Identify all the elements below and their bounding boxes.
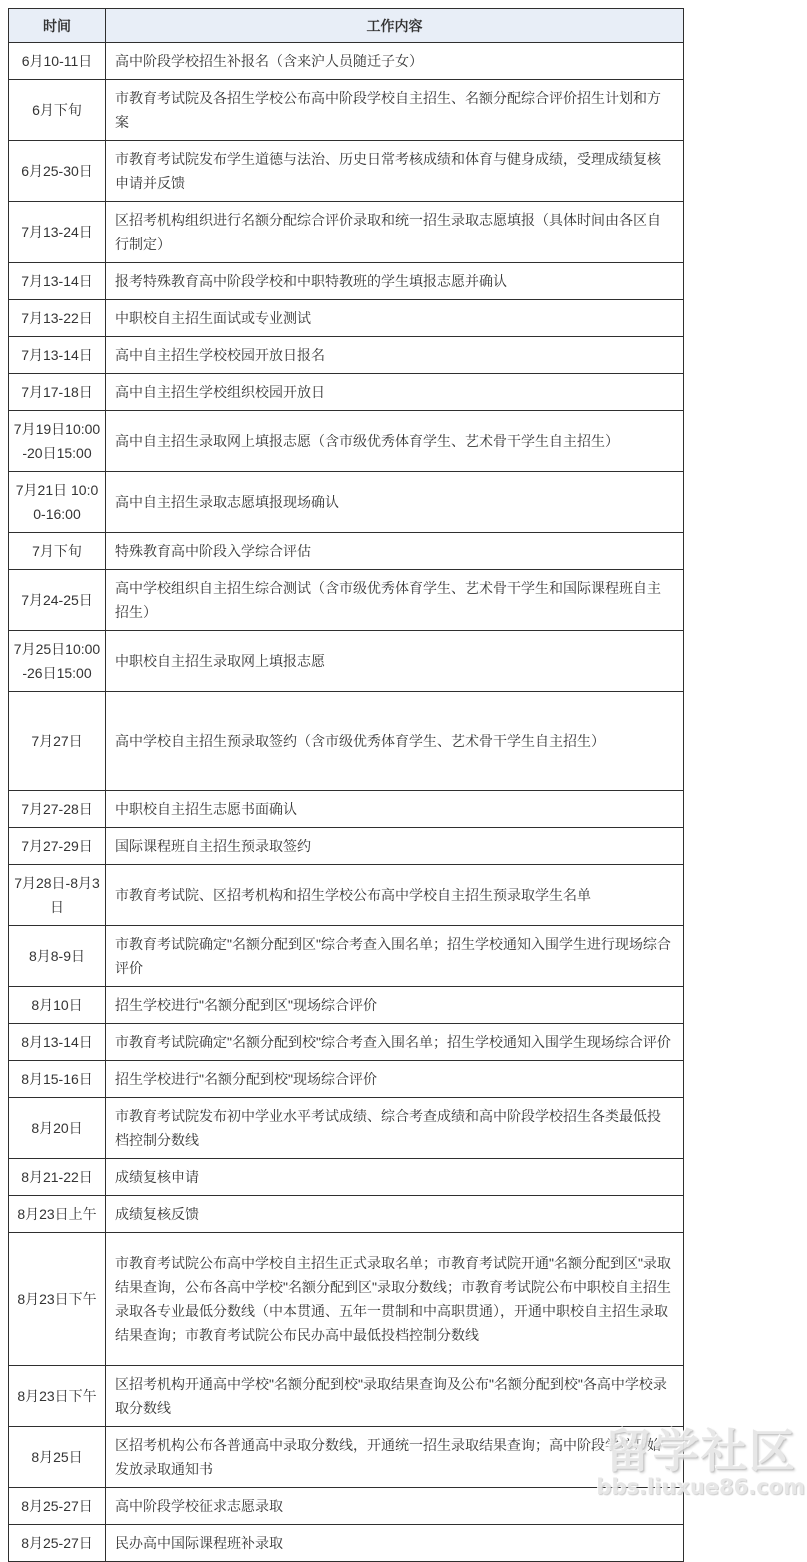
- table-row: [9, 1159, 684, 1196]
- table-row: [9, 1196, 684, 1233]
- time-cell: 8月23日下午: [9, 1366, 106, 1427]
- table-row: [9, 1024, 684, 1061]
- time-cell: 6月25-30日: [9, 141, 106, 202]
- time-cell: 6月10-11日: [9, 43, 106, 80]
- header-row: [9, 9, 684, 43]
- content-cell: 高中学校组织自主招生综合测试（含市级优秀体育学生、艺术骨干学生和国际课程班自主招生）: [106, 570, 684, 631]
- table-row: [9, 1366, 684, 1427]
- time-cell: 8月13-14日: [9, 1024, 106, 1061]
- time-cell: 7月13-24日: [9, 202, 106, 263]
- watermark-url: bbs.liuxue86.com: [596, 1475, 805, 1499]
- time-cell: 8月25日: [9, 1427, 106, 1488]
- time-cell: 8月15-16日: [9, 1061, 106, 1098]
- table-row: [9, 1098, 684, 1159]
- table-row: [9, 631, 684, 692]
- table-row: [9, 828, 684, 865]
- table-row: [9, 1233, 684, 1366]
- content-cell: 国际课程班自主招生预录取签约: [106, 828, 684, 865]
- content-cell: 高中自主招生录取网上填报志愿（含市级优秀体育学生、艺术骨干学生自主招生）: [106, 411, 684, 472]
- content-cell: 民办高中国际课程班补录取: [106, 1525, 684, 1562]
- time-cell: 7月21日 10:00-16:00: [9, 472, 106, 533]
- time-cell: 8月8-9日: [9, 926, 106, 987]
- content-cell: 中职校自主招生志愿书面确认: [106, 791, 684, 828]
- table-row: [9, 1427, 684, 1488]
- content-cell: 中职校自主招生录取网上填报志愿: [106, 631, 684, 692]
- time-cell: 8月23日下午: [9, 1233, 106, 1366]
- table-row: [9, 80, 684, 141]
- table-row: [9, 374, 684, 411]
- watermark-title: 留学社区: [604, 1424, 797, 1478]
- table-row: [9, 987, 684, 1024]
- content-cell: 市教育考试院确定"名额分配到区"综合考查入围名单；招生学校通知入围学生进行现场综合评价: [106, 926, 684, 987]
- content-cell: 区招考机构公布各普通高中录取分数线，开通统一招生录取结果查询；高中阶段学校开始发放录取通知书: [106, 1427, 684, 1488]
- content-cell: 特殊教育高中阶段入学综合评估: [106, 533, 684, 570]
- table-row: [9, 1525, 684, 1562]
- table-row: [9, 533, 684, 570]
- content-cell: 成绩复核反馈: [106, 1196, 684, 1233]
- content-cell: 市教育考试院及各招生学校公布高中阶段学校自主招生、名额分配综合评价招生计划和方案: [106, 80, 684, 141]
- content-cell: 高中阶段学校征求志愿录取: [106, 1488, 684, 1525]
- content-cell: 高中自主招生录取志愿填报现场确认: [106, 472, 684, 533]
- table-row: [9, 43, 684, 80]
- table-row: [9, 692, 684, 791]
- col-header-content: 工作内容: [106, 9, 684, 43]
- schedule-rows: [9, 43, 684, 1562]
- time-cell: 8月23日上午: [9, 1196, 106, 1233]
- content-cell: 高中自主招生学校校园开放日报名: [106, 337, 684, 374]
- table-row: [9, 865, 684, 926]
- content-cell: 市教育考试院发布初中学业水平考试成绩、综合考查成绩和高中阶段学校招生各类最低投档控制分数线: [106, 1098, 684, 1159]
- content-cell: 市教育考试院公布高中学校自主招生正式录取名单；市教育考试院开通"名额分配到区"录取结果查询，公布各高中学校"名额分配到区"录取分数线；市教育考试院公布中职校自主招生录取各专业最低分数线（中本贯通、五年一贯制和中高职贯通），开通中职校自主招生录取结果查询；市教育考试院公布民办高中最低投档控制分数线: [106, 1233, 684, 1366]
- table-row: [9, 1061, 684, 1098]
- content-cell: 市教育考试院、区招考机构和招生学校公布高中学校自主招生预录取学生名单: [106, 865, 684, 926]
- time-cell: 6月下旬: [9, 80, 106, 141]
- content-cell: 高中阶段学校招生补报名（含来沪人员随迁子女）: [106, 43, 684, 80]
- table-row: [9, 472, 684, 533]
- time-cell: 7月27-28日: [9, 791, 106, 828]
- table-row: [9, 141, 684, 202]
- table-row: [9, 263, 684, 300]
- time-cell: 7月13-14日: [9, 263, 106, 300]
- content-cell: 区招考机构开通高中学校"名额分配到校"录取结果查询及公布"名额分配到校"各高中学校录取分数线: [106, 1366, 684, 1427]
- content-cell: 市教育考试院发布学生道德与法治、历史日常考核成绩和体育与健身成绩，受理成绩复核申请并反馈: [106, 141, 684, 202]
- time-cell: 7月27日: [9, 692, 106, 791]
- time-cell: 7月24-25日: [9, 570, 106, 631]
- time-cell: 7月13-14日: [9, 337, 106, 374]
- time-cell: 7月28日-8月3日: [9, 865, 106, 926]
- schedule-table: [8, 8, 684, 1562]
- content-cell: 市教育考试院确定"名额分配到校"综合考查入围名单；招生学校通知入围学生现场综合评价: [106, 1024, 684, 1061]
- time-cell: 7月27-29日: [9, 828, 106, 865]
- content-cell: 报考特殊教育高中阶段学校和中职特教班的学生填报志愿并确认: [106, 263, 684, 300]
- time-cell: 8月10日: [9, 987, 106, 1024]
- table-header: [9, 9, 684, 43]
- content-cell: 成绩复核申请: [106, 1159, 684, 1196]
- time-cell: 7月下旬: [9, 533, 106, 570]
- time-cell: 7月25日10:00-26日15:00: [9, 631, 106, 692]
- content-cell: 中职校自主招生面试或专业测试: [106, 300, 684, 337]
- table-row: [9, 791, 684, 828]
- table-row: [9, 202, 684, 263]
- content-cell: 高中自主招生学校组织校园开放日: [106, 374, 684, 411]
- time-cell: 8月25-27日: [9, 1525, 106, 1562]
- content-cell: 高中学校自主招生预录取签约（含市级优秀体育学生、艺术骨干学生自主招生）: [106, 692, 684, 791]
- table-row: [9, 1488, 684, 1525]
- time-cell: 8月20日: [9, 1098, 106, 1159]
- table-row: [9, 570, 684, 631]
- content-cell: 招生学校进行"名额分配到校"现场综合评价: [106, 1061, 684, 1098]
- table-row: [9, 411, 684, 472]
- table-row: [9, 300, 684, 337]
- time-cell: 8月25-27日: [9, 1488, 106, 1525]
- time-cell: 7月13-22日: [9, 300, 106, 337]
- time-cell: 7月17-18日: [9, 374, 106, 411]
- table-row: [9, 926, 684, 987]
- col-header-time: 时间: [9, 9, 106, 43]
- time-cell: 8月21-22日: [9, 1159, 106, 1196]
- content-cell: 区招考机构组织进行名额分配综合评价录取和统一招生录取志愿填报（具体时间由各区自行制定）: [106, 202, 684, 263]
- table-row: [9, 337, 684, 374]
- content-cell: 招生学校进行"名额分配到区"现场综合评价: [106, 987, 684, 1024]
- time-cell: 7月19日10:00-20日15:00: [9, 411, 106, 472]
